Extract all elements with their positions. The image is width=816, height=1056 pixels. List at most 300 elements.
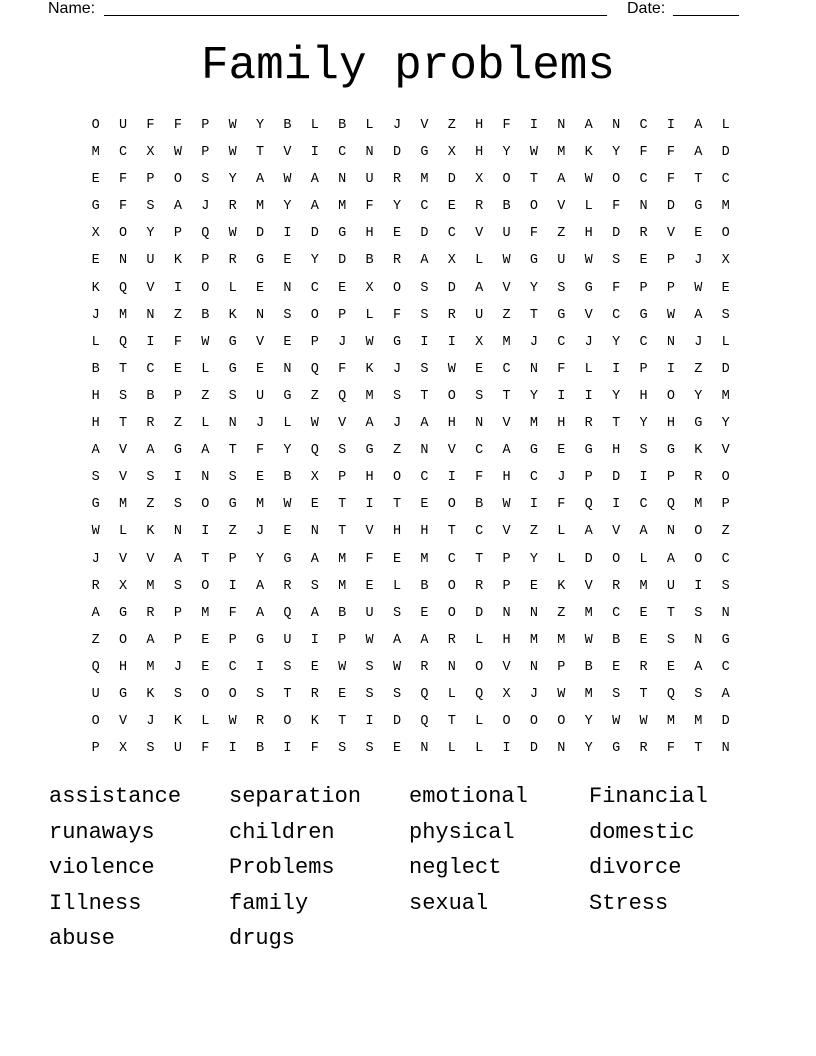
grid-letter[interactable]: W (201, 334, 210, 350)
grid-letter[interactable]: N (420, 741, 429, 757)
grid-letter[interactable]: Y (584, 714, 593, 730)
grid-letter[interactable]: J (201, 199, 210, 215)
grid-letter[interactable]: I (666, 118, 675, 133)
grid-letter[interactable]: H (447, 416, 456, 432)
grid-letter[interactable]: L (365, 307, 374, 323)
grid-letter[interactable]: I (255, 659, 265, 675)
grid-letter[interactable]: A (255, 172, 265, 188)
grid-letter[interactable]: R (475, 199, 484, 215)
grid-letter[interactable]: W (584, 253, 593, 269)
grid-letter[interactable]: T (228, 443, 237, 459)
grid-letter[interactable]: L (721, 118, 730, 133)
grid-letter[interactable]: Y (584, 741, 593, 757)
grid-letter[interactable]: U (557, 253, 566, 269)
grid-letter[interactable]: E (283, 524, 292, 540)
grid-letter[interactable]: M (529, 632, 538, 648)
grid-letter[interactable]: J (529, 686, 538, 702)
grid-letter[interactable]: S (283, 659, 292, 675)
grid-letter[interactable]: E (255, 361, 265, 377)
grid-letter[interactable]: C (310, 280, 319, 296)
grid-letter[interactable]: C (119, 145, 128, 161)
grid-letter[interactable]: E (201, 659, 210, 675)
grid-letter[interactable]: P (338, 632, 347, 648)
grid-letter[interactable]: U (119, 118, 128, 133)
grid-letter[interactable]: E (283, 253, 292, 269)
grid-letter[interactable]: M (420, 551, 429, 567)
grid-letter[interactable]: K (146, 524, 155, 540)
grid-letter[interactable]: J (557, 470, 566, 486)
grid-letter[interactable]: S (365, 741, 374, 757)
grid-letter[interactable]: S (146, 199, 155, 215)
grid-letter[interactable]: N (694, 632, 703, 648)
grid-letter[interactable]: C (338, 145, 347, 161)
grid-letter[interactable]: F (666, 145, 675, 161)
grid-letter[interactable]: X (447, 145, 456, 161)
grid-letter[interactable]: G (283, 551, 292, 567)
grid-letter[interactable]: D (721, 714, 730, 730)
grid-letter[interactable]: O (201, 280, 210, 296)
grid-letter[interactable]: A (639, 524, 648, 540)
grid-letter[interactable]: S (694, 605, 703, 621)
grid-letter[interactable]: T (420, 388, 429, 404)
grid-letter[interactable]: F (666, 741, 675, 757)
grid-letter[interactable]: I (502, 741, 511, 757)
grid-letter[interactable]: V (119, 470, 128, 486)
grid-letter[interactable]: M (146, 578, 155, 594)
grid-letter[interactable]: Y (612, 388, 621, 404)
grid-letter[interactable]: O (694, 524, 703, 540)
grid-letter[interactable]: Y (228, 172, 237, 188)
grid-letter[interactable]: Y (529, 280, 538, 296)
grid-letter[interactable]: R (475, 578, 484, 594)
grid-letter[interactable]: V (502, 659, 511, 675)
grid-letter[interactable]: W (666, 307, 675, 323)
grid-letter[interactable]: Y (283, 443, 292, 459)
grid-letter[interactable]: I (612, 497, 621, 513)
grid-letter[interactable]: Q (420, 686, 429, 702)
grid-letter[interactable]: M (119, 497, 128, 513)
grid-letter[interactable]: F (612, 280, 621, 296)
grid-letter[interactable]: X (721, 253, 730, 269)
grid-letter[interactable]: C (639, 172, 648, 188)
grid-letter[interactable]: W (310, 416, 319, 432)
grid-letter[interactable]: D (529, 741, 538, 757)
grid-letter[interactable]: F (365, 199, 374, 215)
grid-letter[interactable]: B (201, 307, 210, 323)
grid-letter[interactable]: E (392, 226, 402, 242)
grid-letter[interactable]: V (146, 551, 155, 567)
grid-letter[interactable]: P (228, 551, 237, 567)
grid-letter[interactable]: J (338, 334, 347, 350)
grid-letter[interactable]: M (666, 714, 675, 730)
grid-letter[interactable]: P (666, 280, 675, 296)
grid-letter[interactable]: N (529, 361, 538, 377)
grid-letter[interactable]: M (365, 388, 374, 404)
grid-letter[interactable]: I (228, 578, 237, 594)
grid-letter[interactable]: O (173, 172, 182, 188)
grid-letter[interactable]: O (447, 605, 456, 621)
grid-letter[interactable]: S (392, 388, 402, 404)
grid-letter[interactable]: P (146, 172, 155, 188)
grid-letter[interactable]: S (201, 172, 210, 188)
grid-letter[interactable]: P (502, 551, 511, 567)
grid-letter[interactable]: P (502, 578, 511, 594)
grid-letter[interactable]: E (201, 632, 210, 648)
grid-letter[interactable]: M (255, 199, 265, 215)
grid-letter[interactable]: V (255, 334, 265, 350)
grid-letter[interactable]: I (173, 280, 182, 296)
grid-letter[interactable]: K (173, 714, 182, 730)
grid-letter[interactable]: G (557, 307, 566, 323)
grid-letter[interactable]: C (612, 307, 621, 323)
grid-letter[interactable]: W (365, 334, 374, 350)
grid-letter[interactable]: J (392, 416, 402, 432)
grid-letter[interactable]: H (420, 524, 429, 540)
grid-letter[interactable]: L (201, 361, 210, 377)
grid-letter[interactable]: Q (584, 497, 593, 513)
grid-letter[interactable]: W (447, 361, 456, 377)
grid-letter[interactable]: A (420, 253, 429, 269)
grid-letter[interactable]: Q (666, 497, 675, 513)
grid-letter[interactable]: V (502, 524, 511, 540)
grid-letter[interactable]: O (392, 470, 402, 486)
grid-letter[interactable]: D (310, 226, 319, 242)
grid-letter[interactable]: J (173, 659, 182, 675)
grid-letter[interactable]: D (721, 361, 730, 377)
grid-letter[interactable]: E (639, 605, 648, 621)
grid-letter[interactable]: I (146, 334, 155, 350)
grid-letter[interactable]: R (255, 714, 265, 730)
grid-letter[interactable]: O (612, 551, 621, 567)
grid-letter[interactable]: N (447, 659, 456, 675)
grid-letter[interactable]: O (201, 686, 210, 702)
grid-letter[interactable]: X (91, 226, 100, 242)
grid-letter[interactable]: R (694, 470, 703, 486)
grid-letter[interactable]: O (529, 199, 538, 215)
grid-letter[interactable]: P (310, 334, 319, 350)
grid-letter[interactable]: B (338, 118, 347, 133)
grid-letter[interactable]: Z (694, 361, 703, 377)
grid-letter[interactable]: M (584, 605, 593, 621)
grid-letter[interactable]: Y (612, 145, 621, 161)
grid-letter[interactable]: W (283, 497, 292, 513)
grid-letter[interactable]: S (283, 307, 292, 323)
grid-letter[interactable]: Q (666, 686, 675, 702)
grid-letter[interactable]: H (612, 443, 621, 459)
grid-letter[interactable]: N (173, 524, 182, 540)
grid-letter[interactable]: A (91, 443, 100, 459)
grid-letter[interactable]: T (447, 524, 456, 540)
grid-letter[interactable]: T (338, 497, 347, 513)
grid-letter[interactable]: I (666, 361, 675, 377)
grid-letter[interactable]: M (694, 497, 703, 513)
grid-letter[interactable]: R (584, 416, 593, 432)
grid-letter[interactable]: D (420, 226, 429, 242)
grid-letter[interactable]: O (447, 388, 456, 404)
grid-letter[interactable]: W (529, 145, 538, 161)
grid-letter[interactable]: Y (721, 416, 730, 432)
grid-letter[interactable]: T (447, 714, 456, 730)
grid-letter[interactable]: G (91, 497, 100, 513)
grid-letter[interactable]: X (365, 280, 374, 296)
grid-letter[interactable]: F (666, 172, 675, 188)
grid-letter[interactable]: O (201, 497, 210, 513)
grid-letter[interactable]: A (694, 307, 703, 323)
grid-letter[interactable]: F (612, 199, 621, 215)
grid-letter[interactable]: R (146, 605, 155, 621)
grid-letter[interactable]: N (255, 307, 265, 323)
grid-letter[interactable]: F (146, 118, 155, 133)
grid-letter[interactable]: G (255, 632, 265, 648)
grid-letter[interactable]: S (338, 741, 347, 757)
grid-letter[interactable]: J (694, 334, 703, 350)
grid-letter[interactable]: J (146, 714, 155, 730)
grid-letter[interactable]: K (173, 253, 182, 269)
grid-letter[interactable]: T (612, 416, 621, 432)
grid-letter[interactable]: L (447, 686, 456, 702)
grid-letter[interactable]: Y (529, 388, 538, 404)
grid-letter[interactable]: S (420, 307, 429, 323)
grid-letter[interactable]: I (310, 145, 319, 161)
grid-letter[interactable]: S (612, 253, 621, 269)
grid-letter[interactable]: M (639, 578, 648, 594)
grid-letter[interactable]: G (255, 253, 265, 269)
grid-letter[interactable]: U (173, 741, 182, 757)
grid-letter[interactable]: O (228, 686, 237, 702)
grid-letter[interactable]: I (612, 361, 621, 377)
grid-letter[interactable]: E (310, 497, 319, 513)
grid-letter[interactable]: C (420, 199, 429, 215)
grid-letter[interactable]: Y (502, 145, 511, 161)
grid-letter[interactable]: E (91, 172, 100, 188)
grid-letter[interactable]: E (475, 361, 484, 377)
grid-letter[interactable]: T (529, 172, 538, 188)
grid-letter[interactable]: W (338, 659, 347, 675)
grid-letter[interactable]: V (146, 280, 155, 296)
grid-letter[interactable]: K (310, 714, 319, 730)
grid-letter[interactable]: Z (721, 524, 730, 540)
grid-letter[interactable]: N (475, 416, 484, 432)
grid-letter[interactable]: P (338, 470, 347, 486)
grid-letter[interactable]: G (612, 741, 621, 757)
grid-letter[interactable]: I (365, 497, 374, 513)
grid-letter[interactable]: L (310, 118, 319, 133)
grid-letter[interactable]: M (201, 605, 210, 621)
grid-letter[interactable]: K (557, 578, 566, 594)
grid-letter[interactable]: X (475, 334, 484, 350)
grid-letter[interactable]: S (612, 686, 621, 702)
grid-letter[interactable]: W (584, 172, 593, 188)
grid-letter[interactable]: E (420, 497, 429, 513)
grid-letter[interactable]: F (201, 741, 210, 757)
grid-letter[interactable]: N (310, 524, 319, 540)
grid-letter[interactable]: C (420, 470, 429, 486)
grid-letter[interactable]: P (721, 497, 730, 513)
grid-letter[interactable]: R (91, 578, 100, 594)
grid-letter[interactable]: I (447, 334, 456, 350)
grid-letter[interactable]: L (228, 280, 237, 296)
grid-letter[interactable]: A (475, 280, 484, 296)
grid-letter[interactable]: C (502, 361, 511, 377)
grid-letter[interactable]: Y (283, 199, 292, 215)
grid-letter[interactable]: F (228, 605, 237, 621)
grid-letter[interactable]: S (338, 443, 347, 459)
grid-letter[interactable]: Z (557, 605, 566, 621)
grid-letter[interactable]: D (447, 280, 456, 296)
grid-letter[interactable]: A (365, 416, 374, 432)
grid-letter[interactable]: S (721, 307, 730, 323)
grid-letter[interactable]: Z (201, 388, 210, 404)
grid-letter[interactable]: G (365, 443, 374, 459)
grid-letter[interactable]: S (365, 659, 374, 675)
grid-letter[interactable]: H (639, 388, 648, 404)
grid-letter[interactable]: X (119, 578, 128, 594)
grid-letter[interactable]: Z (310, 388, 319, 404)
grid-letter[interactable]: V (420, 118, 429, 133)
grid-letter[interactable]: X (475, 172, 484, 188)
grid-letter[interactable]: S (475, 388, 484, 404)
grid-letter[interactable]: N (201, 470, 210, 486)
grid-letter[interactable]: J (255, 524, 265, 540)
grid-letter[interactable]: F (529, 226, 538, 242)
grid-letter[interactable]: I (557, 388, 566, 404)
grid-letter[interactable]: P (201, 145, 210, 161)
grid-letter[interactable]: B (502, 199, 511, 215)
grid-letter[interactable]: Q (119, 280, 128, 296)
grid-letter[interactable]: O (612, 172, 621, 188)
grid-letter[interactable]: Q (119, 334, 128, 350)
grid-letter[interactable]: P (228, 632, 237, 648)
grid-letter[interactable]: U (365, 172, 374, 188)
grid-letter[interactable]: T (694, 741, 703, 757)
grid-letter[interactable]: P (201, 118, 210, 133)
grid-letter[interactable]: A (310, 199, 319, 215)
grid-letter[interactable]: L (557, 551, 566, 567)
grid-letter[interactable]: M (146, 659, 155, 675)
grid-letter[interactable]: Z (228, 524, 237, 540)
grid-letter[interactable]: Y (146, 226, 155, 242)
grid-letter[interactable]: L (447, 741, 456, 757)
grid-letter[interactable]: B (338, 605, 347, 621)
grid-letter[interactable]: P (173, 605, 182, 621)
grid-letter[interactable]: M (557, 145, 566, 161)
grid-letter[interactable]: Q (91, 659, 100, 675)
grid-letter[interactable]: V (119, 714, 128, 730)
grid-letter[interactable]: R (392, 253, 402, 269)
grid-letter[interactable]: D (584, 551, 593, 567)
grid-letter[interactable]: P (173, 226, 182, 242)
grid-letter[interactable]: N (365, 145, 374, 161)
grid-letter[interactable]: M (502, 334, 511, 350)
grid-letter[interactable]: E (255, 280, 265, 296)
grid-letter[interactable]: O (91, 714, 100, 730)
grid-letter[interactable]: X (447, 253, 456, 269)
grid-letter[interactable]: K (91, 280, 100, 296)
grid-letter[interactable]: J (392, 361, 402, 377)
grid-letter[interactable]: M (338, 551, 347, 567)
grid-letter[interactable]: L (365, 118, 374, 133)
grid-letter[interactable]: B (283, 118, 292, 133)
grid-letter[interactable]: R (310, 686, 319, 702)
grid-letter[interactable]: T (283, 686, 292, 702)
grid-letter[interactable]: N (228, 416, 237, 432)
grid-letter[interactable]: R (146, 416, 155, 432)
grid-letter[interactable]: Z (557, 226, 566, 242)
grid-letter[interactable]: Y (392, 199, 402, 215)
grid-letter[interactable]: N (338, 172, 347, 188)
grid-letter[interactable]: O (666, 388, 675, 404)
grid-letter[interactable]: V (721, 443, 730, 459)
grid-letter[interactable]: H (365, 470, 374, 486)
grid-letter[interactable]: L (201, 714, 210, 730)
grid-letter[interactable]: O (447, 578, 456, 594)
grid-letter[interactable]: L (557, 524, 566, 540)
grid-letter[interactable]: L (584, 199, 593, 215)
grid-letter[interactable]: M (255, 497, 265, 513)
grid-letter[interactable]: S (721, 578, 730, 594)
grid-letter[interactable]: G (119, 605, 128, 621)
grid-letter[interactable]: A (173, 551, 182, 567)
grid-letter[interactable]: T (119, 361, 128, 377)
grid-letter[interactable]: Z (502, 307, 511, 323)
grid-letter[interactable]: U (255, 388, 265, 404)
grid-letter[interactable]: A (255, 605, 265, 621)
grid-letter[interactable]: J (91, 307, 100, 323)
grid-letter[interactable]: T (201, 551, 210, 567)
grid-letter[interactable]: E (639, 632, 648, 648)
grid-letter[interactable]: E (338, 686, 347, 702)
grid-letter[interactable]: C (447, 551, 456, 567)
grid-letter[interactable]: W (365, 632, 374, 648)
grid-letter[interactable]: O (721, 226, 730, 242)
grid-letter[interactable]: K (694, 443, 703, 459)
grid-letter[interactable]: I (584, 388, 593, 404)
grid-letter[interactable]: W (694, 280, 703, 296)
grid-letter[interactable]: S (666, 632, 675, 648)
grid-letter[interactable]: I (310, 632, 319, 648)
grid-letter[interactable]: P (201, 253, 210, 269)
grid-letter[interactable]: T (475, 551, 484, 567)
grid-letter[interactable]: G (228, 497, 237, 513)
grid-letter[interactable]: E (612, 659, 621, 675)
grid-letter[interactable]: W (228, 145, 237, 161)
grid-letter[interactable]: C (557, 334, 566, 350)
grid-letter[interactable]: G (666, 443, 675, 459)
grid-letter[interactable]: F (502, 118, 511, 133)
grid-letter[interactable]: V (502, 416, 511, 432)
grid-letter[interactable]: I (173, 470, 182, 486)
grid-letter[interactable]: O (91, 118, 100, 133)
grid-letter[interactable]: D (338, 253, 347, 269)
grid-letter[interactable]: S (119, 388, 128, 404)
grid-letter[interactable]: Z (146, 497, 155, 513)
grid-letter[interactable]: S (173, 578, 182, 594)
grid-letter[interactable]: Q (338, 388, 347, 404)
grid-letter[interactable]: F (557, 497, 566, 513)
grid-letter[interactable]: W (612, 714, 621, 730)
grid-letter[interactable]: C (721, 172, 730, 188)
grid-letter[interactable]: Z (529, 524, 538, 540)
grid-letter[interactable]: C (721, 551, 730, 567)
grid-letter[interactable]: L (119, 524, 128, 540)
grid-letter[interactable]: E (365, 578, 374, 594)
grid-letter[interactable]: V (557, 199, 566, 215)
grid-letter[interactable]: Z (173, 416, 182, 432)
grid-letter[interactable]: M (91, 145, 100, 161)
grid-letter[interactable]: W (228, 118, 237, 133)
grid-letter[interactable]: A (420, 416, 429, 432)
grid-letter[interactable]: N (119, 253, 128, 269)
